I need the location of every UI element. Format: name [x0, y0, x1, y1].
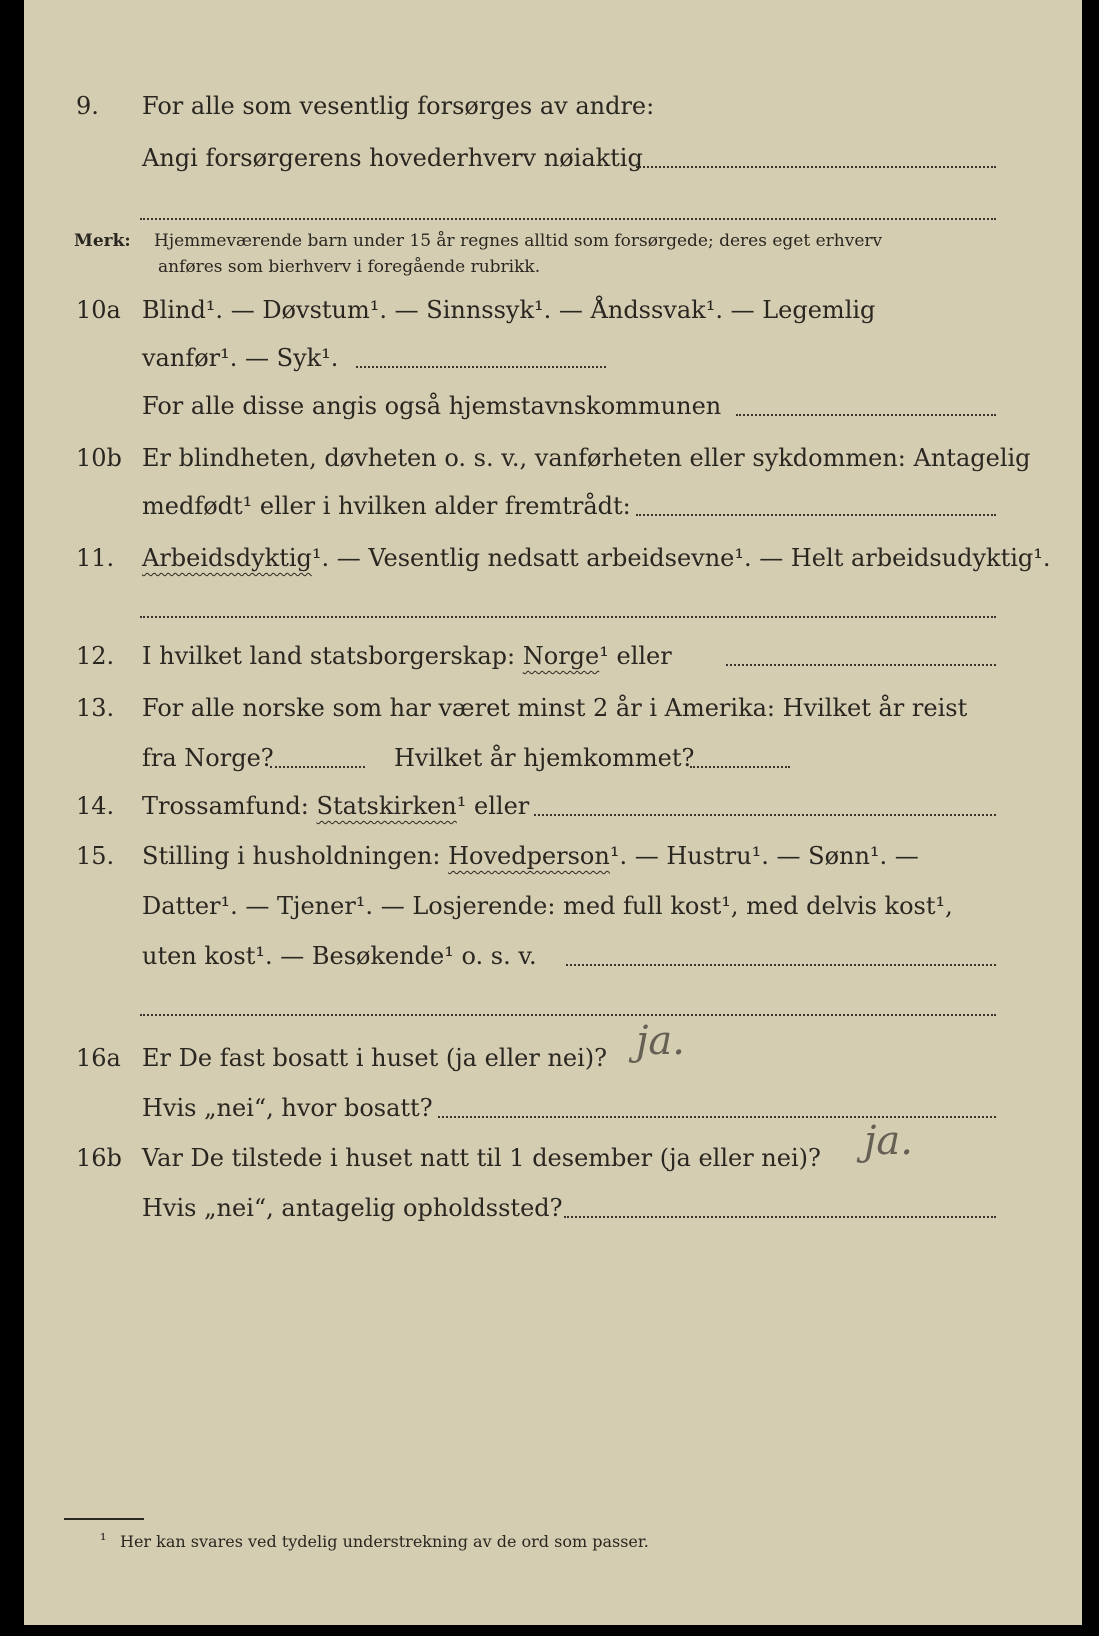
q9-text1: For alle som vesentlig forsørges av andre:	[142, 92, 655, 120]
q16b-number: 16b	[76, 1144, 122, 1172]
q10b-number: 10b	[76, 444, 122, 472]
q9-number: 9.	[76, 92, 99, 120]
q11-rest: ¹. — Vesentlig nedsatt arbeidsevne¹. — Helt arbeidsudyktig¹.	[311, 544, 1051, 572]
q13-number: 13.	[76, 694, 115, 722]
q15-line2	[24, 884, 1082, 928]
q10b-answer-line[interactable]	[636, 514, 996, 516]
q13-line1	[24, 686, 1082, 730]
q11-line	[24, 536, 1082, 580]
q14-a: Trossamfund:	[142, 792, 309, 820]
q16b-text1: Var De tilstede i huset natt til 1 desember (ja eller nei)?	[142, 1144, 821, 1172]
q9-line2	[24, 136, 1082, 180]
q9-line1	[24, 84, 1082, 128]
census-form-page	[24, 0, 1082, 1625]
q12-answer-line[interactable]	[726, 664, 996, 666]
q16a-line2	[24, 1086, 1082, 1130]
q15-text1	[142, 834, 919, 878]
merk-note	[74, 228, 883, 254]
q10a-text1: Blind¹. — Døvstum¹. — Sinnssyk¹. — Åndssvak¹. — Legemlig	[142, 296, 876, 324]
q14-number: 14.	[76, 792, 115, 820]
q12-underlined: Norge	[522, 642, 600, 670]
q14-text	[142, 784, 529, 828]
q10b-line1	[24, 436, 1082, 480]
q10b-line2	[24, 484, 1082, 528]
q9-answer-line[interactable]	[636, 166, 996, 168]
q15-text3: uten kost¹. — Besøkende¹ o. s. v.	[142, 942, 537, 970]
q16a-line1	[24, 1036, 1082, 1080]
q10a-line1	[24, 288, 1082, 332]
q16b-line1	[24, 1136, 1082, 1180]
q15-a: Stilling i husholdningen:	[142, 842, 441, 870]
q13-line2	[24, 736, 1082, 780]
q12-number: 12.	[76, 642, 115, 670]
q16a-number: 16a	[76, 1044, 121, 1072]
merk-text1: Hjemmeværende barn under 15 år regnes alltid som forsørgede; deres eget erhverv	[154, 231, 883, 251]
q11-answer-line[interactable]	[140, 616, 996, 618]
q10a-number: 10a	[76, 296, 121, 324]
q12-c: ¹ eller	[599, 642, 672, 670]
q10a-line2	[24, 336, 1082, 380]
q16a-text1: Er De fast bosatt i huset (ja eller nei)?	[142, 1044, 608, 1072]
q11-underlined: Arbeidsdyktig	[142, 544, 312, 572]
q14-answer-line[interactable]	[534, 814, 996, 816]
q10a-syk-line[interactable]	[356, 366, 606, 368]
q15-underlined: Hovedperson	[448, 842, 610, 870]
q14-underlined: Statskirken	[316, 792, 457, 820]
q14-c: ¹ eller	[456, 792, 530, 820]
q16b-text2: Hvis „nei“, antagelig opholdssted?	[142, 1194, 563, 1222]
q16a-handwritten-answer: ja.	[636, 1018, 685, 1064]
q13-hjem-line[interactable]	[690, 766, 790, 768]
q10b-text2: medfødt¹ eller i hvilken alder fremtrådt:	[142, 492, 631, 520]
q16b-handwritten-answer: ja.	[864, 1118, 913, 1164]
q12-line	[24, 634, 1082, 678]
q10a-line3	[24, 384, 1082, 428]
q16b-answer-line[interactable]	[564, 1216, 996, 1218]
q10a-kommune-line[interactable]	[736, 414, 996, 416]
q16b-line2	[24, 1186, 1082, 1230]
q15-number: 15.	[76, 842, 115, 870]
q12-text	[142, 634, 672, 678]
q13-reist-line[interactable]	[270, 766, 365, 768]
q10b-text1: Er blindheten, døvheten o. s. v., vanførheten eller sykdommen: Antagelig	[142, 444, 1031, 472]
q13-text1: For alle norske som har været minst 2 år i Amerika: Hvilket år reist	[142, 694, 968, 722]
q11-number: 11.	[76, 544, 115, 572]
footnote-rule	[64, 1518, 144, 1520]
q11-text	[142, 536, 1051, 580]
merk-label: Merk:	[74, 231, 131, 251]
q15-line1	[24, 834, 1082, 878]
merk-text2: anføres som bierhverv i foregående rubrikk.	[158, 257, 541, 277]
q15-c: ¹. — Hustru¹. — Sønn¹. —	[609, 842, 919, 870]
footnote-mark: ¹	[100, 1530, 107, 1549]
q13-a: fra Norge?	[142, 744, 274, 772]
q9-answer-line2[interactable]	[140, 218, 996, 220]
q10a-text3: For alle disse angis også hjemstavnskommunen	[142, 392, 722, 420]
q12-a: I hvilket land statsborgerskap:	[142, 642, 516, 670]
q15-answer-line2[interactable]	[140, 1014, 996, 1016]
q13-b: Hvilket år hjemkommet?	[394, 744, 695, 772]
footnote-text: Her kan svares ved tydelig understrekning av de ord som passer.	[120, 1532, 649, 1551]
q15-line3	[24, 934, 1082, 978]
q15-answer-line[interactable]	[566, 964, 996, 966]
q14-line	[24, 784, 1082, 828]
q15-text2: Datter¹. — Tjener¹. — Losjerende: med full kost¹, med delvis kost¹,	[142, 892, 953, 920]
q10a-text2: vanfør¹. — Syk¹.	[142, 344, 339, 372]
q16a-text2: Hvis „nei“, hvor bosatt?	[142, 1094, 433, 1122]
q9-text2: Angi forsørgerens hovederhverv nøiaktig	[142, 144, 643, 172]
